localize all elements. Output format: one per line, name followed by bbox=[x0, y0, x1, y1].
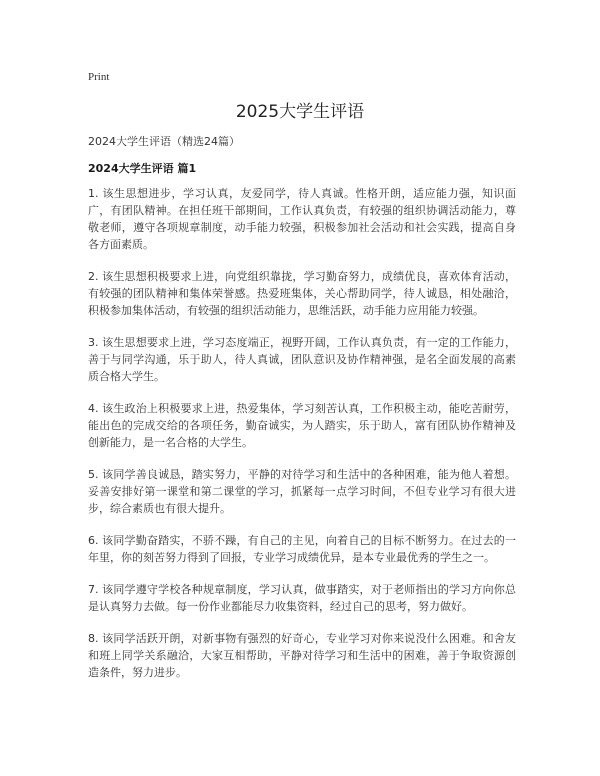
comment-item-3: 3. 该生思想要求上进，学习态度端正，视野开阔，工作认真负责，有一定的工作能力，善于与同学沟通，乐于助人，待人真诚，团队意识及协作精神强，是名全面发展的高素质合格大学生。 bbox=[88, 336, 516, 383]
comment-item-2: 2. 该生思想积极要求上进，向党组织靠拢，学习勤奋努力，成绩优良，喜欢体育活动，有较强的团队精神和集体荣誉感。热爱班集体，关心帮助同学，待人诚恳，相处融洽，积极参加集体活动，有较强的组织活动能力，思维活跃，动手能力应用能力较强。 bbox=[88, 270, 516, 317]
document-subtitle: 2024大学生评语（精选24篇） bbox=[88, 135, 240, 148]
comment-item-1: 1. 该生思想进步，学习认真，友爱同学，待人真诚。性格开朗，适应能力强，知识面广，有团队精神。在担任班干部期间，工作认真负责，有较强的组织协调活动能力，尊敬老师，遵守各项规章制度，动手能力较强，积极参加社会活动和社会实践，提高自身各方面素质。 bbox=[88, 187, 516, 251]
comment-item-4: 4. 该生政治上积极要求上进，热爱集体，学习刻苦认真，工作积极主动，能吃苦耐劳，能出色的完成交给的各项任务，勤奋诚实，为人踏实，乐于助人，富有团队协作精神及创新能力，是一名合格的大学生。 bbox=[88, 402, 516, 449]
comment-item-8: 8. 该同学活跃开朗，对新事物有强烈的好奇心，专业学习对你来说没什么困难。和舍友和班上同学关系融洽，大家互相帮助，平静对待学习和生活中的困难，善于争取资源创造条件，努力进步。 bbox=[88, 632, 516, 679]
comment-list bbox=[88, 185, 516, 696]
page-title: 2025大学生评语 bbox=[235, 102, 365, 122]
comment-item-5: 5. 该同学善良诚恳，踏实努力，平静的对待学习和生活中的各种困难，能为他人着想。妥善安排好第一课堂和第二课堂的学习，抓紧每一点学习时间，不但专业学习有很大进步，综合素质也有很大提升。 bbox=[88, 468, 516, 515]
print-link[interactable]: Print bbox=[88, 71, 110, 83]
section-heading: 2024大学生评语 篇1 bbox=[88, 162, 197, 175]
comment-item-7: 7. 该同学遵守学校各种规章制度，学习认真，做事踏实，对于老师指出的学习方向你总是认真努力去做。每一份作业都能尽力收集资料，经过自己的思考，努力做好。 bbox=[88, 583, 516, 613]
comment-item-6: 6. 该同学勤奋踏实，不骄不躁，有自己的主见，向着自己的目标不断努力。在过去的一年里，你的刻苦努力得到了回报，专业学习成绩优异，是本专业最优秀的学生之一。 bbox=[88, 534, 516, 564]
